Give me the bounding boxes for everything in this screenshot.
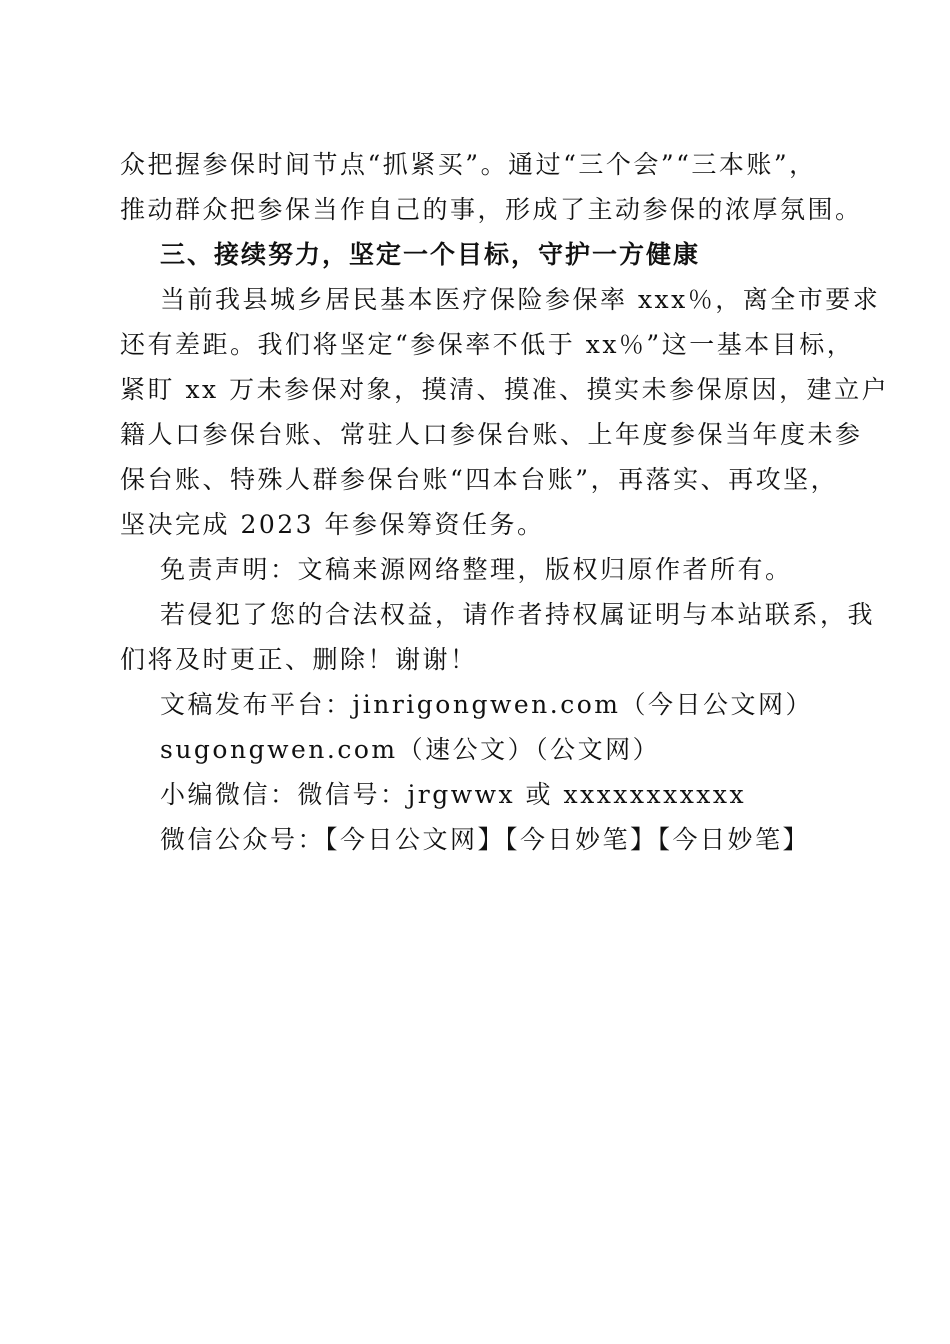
platform-line-2: sugongwen.com（速公文）（公文网） <box>160 735 661 764</box>
document-body <box>120 142 890 862</box>
section-body-line-3: 紧盯 xx 万未参保对象，摸清、摸准、摸实未参保原因，建立户 <box>120 375 890 404</box>
continuation-line-2: 推动群众把参保当作自己的事，形成了主动参保的浓厚氛围。 <box>120 195 863 224</box>
official-account-line: 微信公众号：【今日公文网】【今日妙笔】【今日妙笔】 <box>160 825 811 854</box>
continuation-paragraph <box>120 142 863 232</box>
section-body-line-5: 保台账、特殊人群参保台账“四本台账”，再落实、再攻坚， <box>120 465 839 494</box>
section-body-line-1: 当前我县城乡居民基本医疗保险参保率 xxx％，离全市要求 <box>160 285 881 314</box>
disclaimer-paragraph <box>120 547 840 592</box>
section-heading: 三、接续努力，坚定一个目标，守护一方健康 <box>160 240 701 269</box>
section-body-line-2: 还有差距。我们将坚定“参保率不低于 xx％”这一基本目标， <box>120 330 855 359</box>
section-body-line-6: 坚决完成 2023 年参保筹资任务。 <box>120 510 545 539</box>
platform-line: 文稿发布平台：jinrigongwen.com（今日公文网） <box>160 690 813 719</box>
infringement-line-1: 若侵犯了您的合法权益，请作者持权属证明与本站联系，我 <box>160 600 876 629</box>
platform-paragraph <box>120 682 840 862</box>
infringement-paragraph <box>120 592 876 682</box>
section-body-paragraph <box>120 277 890 547</box>
wechat-line: 小编微信：微信号：jrgwwx 或 xxxxxxxxxxx <box>160 780 747 809</box>
section-body-line-4: 籍人口参保台账、常驻人口参保台账、上年度参保当年度未参 <box>120 420 863 449</box>
disclaimer-line: 免责声明：文稿来源网络整理，版权归原作者所有。 <box>160 555 793 584</box>
infringement-line-2: 们将及时更正、删除！谢谢！ <box>120 645 478 674</box>
continuation-line-1: 众把握参保时间节点“抓紧买”。通过“三个会”“三本账”， <box>120 150 817 179</box>
